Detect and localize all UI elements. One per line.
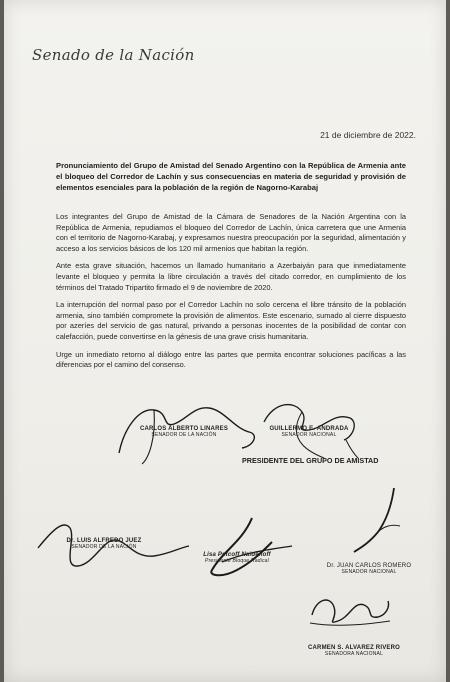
signature-block-juez: [44, 538, 164, 550]
signatory-name: Dr. JUAN CARLOS ROMERO: [326, 563, 412, 569]
signature-alvarez-ink: [304, 585, 394, 635]
signatory-name: GUILLERMO E. ANDRADA: [269, 426, 349, 432]
signatory-name: Lisa Petcoff Naidenoff: [203, 552, 271, 558]
signature-block-naidenoff: [182, 552, 292, 564]
signature-block-andrada: [244, 426, 374, 438]
paragraph: Ante esta grave situación, hacemos un llamado humanitario a Azerbaiyán para que inmediatamente levante el bloqueo y permita la libre circulación a través del citado corredor, en cumplimiento de los términos del Tratado Tripartito firmado el 9 de noviembre de 2020.: [56, 261, 406, 292]
paragraph: Urge un inmediato retorno al diálogo entre las partes que permita encontrar soluciones pacíficas a las diferencias por el camino del consenso.: [56, 349, 406, 370]
paragraph: La interrupción del normal paso por el Corredor Lachín no solo cercena el libre tránsito de la población armenia, sino también compromete la provisión de alimentos. Este escenario, sumado al cierre dispuesto por azeríes del servicio de gas natural, privando a personas inocentes de la posibilidad de contar con calefacción, puede convertirse en la génesis de una grave crisis humanitaria.: [56, 300, 406, 341]
signatory-role: SENADOR NACIONAL: [341, 569, 397, 575]
document-page: [4, 0, 446, 682]
signatory-name: Dr. LUIS ALFREDO JUEZ: [66, 538, 142, 544]
signatory-role: SENADOR DE LA NACIÓN: [71, 544, 137, 550]
document-date: 21 de diciembre de 2022.: [320, 130, 416, 140]
letterhead: Senado de la Nación: [32, 46, 195, 64]
signature-block-linares: [114, 426, 254, 438]
signatory-role: SENADOR NACIONAL: [281, 432, 337, 438]
signature-naidenoff-ink: [192, 512, 302, 582]
signatory-role: Presidente Bloque Radical: [205, 558, 269, 564]
paragraph: Los integrantes del Grupo de Amistad de la Cámara de Senadores de la Nación Argentina con la República de Armenia, repudiamos el bloqueo del Corredor de Lachín, única carretera que une Armenia con el territorio de Nagorno-Karabaj, y expresamos nuestra preocupación por la seguridad, alimentación y acceso a los servicios básicos de los 120 mil armenios que habitan la región.: [56, 212, 406, 253]
signatory-role: SENADORA NACIONAL: [324, 651, 384, 657]
document-title: Pronunciamiento del Grupo de Amistad del Senado Argentino con la República de Armenia ante el bloqueo del Corredor de Lachín y sus consecuencias en materia de seguridad y provisión de elementos esenciales para la población de la región de Nagorno-Karabaj: [56, 161, 406, 192]
document-body: [56, 212, 406, 378]
signature-block-alvarez: [294, 645, 414, 657]
signature-romero-ink: [334, 482, 414, 562]
signatory-name: CARLOS ALBERTO LINARES: [139, 426, 229, 432]
signatory-role: SENADOR DE LA NACIÓN: [151, 432, 217, 438]
signatory-name: CARMEN S. ALVAREZ RIVERO: [307, 645, 401, 651]
signature-block-romero: [314, 563, 424, 575]
president-label: PRESIDENTE DEL GRUPO DE AMISTAD: [242, 456, 379, 465]
